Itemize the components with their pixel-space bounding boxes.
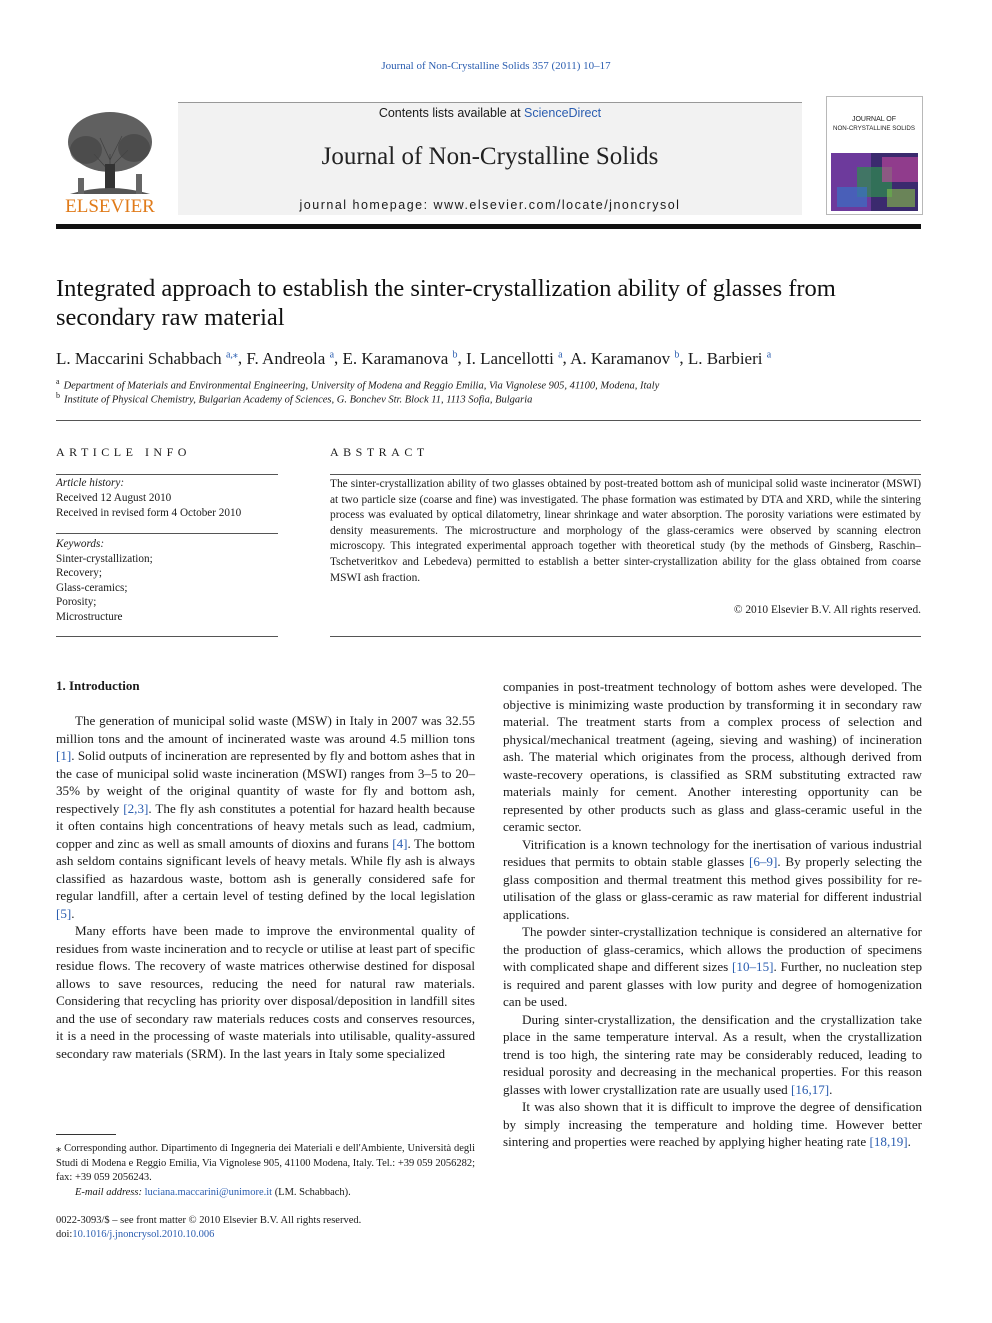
author-list: L. Maccarini Schabbach $^{a,⁎}$, F. Andreola $^a$, E. Karamanova $^b$, I. Lancellotti $^a$, A. Karamanov $^b$, L. Barbieri $^a$ [56,348,772,368]
article-history [56,476,278,521]
citation-link[interactable]: [16,17] [790,1081,830,1097]
text-run: The powder sinter-crystallization technique is considered an alternative for the production of glass-ceramics, which allows the production of specimens with complicated shape and different sizes [503,924,922,974]
author[interactable]: A. Karamanov $^b$ [570,348,680,368]
journal-cover-image [827,97,922,214]
keyword: Recovery; [56,567,102,580]
svg-text:JOURNAL OF: JOURNAL OF [851,116,897,123]
citation-link[interactable]: [10–15] [732,959,774,974]
author[interactable]: F. Andreola $^a$ [246,348,335,368]
elsevier-logo[interactable] [56,102,164,214]
paragraph [503,923,922,1011]
text-run: Vitrification is a known technology for the inertisation of various industrial residues that permits to obtain stable glasses [503,836,922,869]
elsevier-tree-icon [56,102,164,214]
divider [330,474,921,475]
citation-link[interactable]: [6–9] [748,854,778,869]
author[interactable]: I. Lancellotti $^a$ [466,348,563,368]
email-link[interactable]: luciana.maccarini@unimore.it [144,1186,273,1198]
text-run: . Solid outputs of incineration are represented by fly and bottom ashes that in the case of municipal solid waste incineration (MSWI) ranges from 3–5 to 20–35% by weight of the original quantity of waste for fly and bottom ash, respectively [56,748,475,816]
text-run: During sinter-crystallization, the densification and the crystallization take place in the same temperature interval. As a result, when the crystallization trend is too high, the sintering rate may be considerably reduced, leading to residual porosity and decreasing in the mechanical properties. For this reason glasses with lower crystallization rate are usually used [503,1011,922,1097]
citation-link[interactable]: [5] [56,905,72,921]
article-info-heading: ARTICLE INFO [56,445,191,459]
text-run: It was also shown that it is difficult to improve the degree of densification by simply increasing the temperature and holding time. However better sintering and properties were reached by applying higher heating rate [503,1099,922,1149]
keyword: Sinter-crystallization; [56,552,153,565]
keyword: Microstructure [56,610,123,623]
issn-line: 0022-3093/$ – see front matter © 2010 Elsevier B.V. All rights reserved. [56,1215,362,1226]
keyword: Porosity; [56,596,97,609]
abstract-text: The sinter-crystallization ability of two glasses obtained by post-treated bottom ash of municipal solid waste incinerator (MSWI) at two particle size (coarse and fine) was investigated. The phase formation was estimated by DTA and XRD, while the sintering process was evaluated by optical dilatometry, linear shrinkage and water absorption. The porosity variations were estimated by density measurements. The microstructure and morphology of the glass-ceramics were observed by scanning electron microscopy. This integrated experimental approach together with theoretical study (by the methods of Ginsberg, Raschin–Tschetveritkov and Lebedeva) permitted to establish a better sinter-crystallization ability for the glass obtained from coarse MSWI ash fraction. [330,478,921,584]
paragraph [503,1098,922,1151]
citation-link[interactable]: [1] [56,748,72,763]
revised-date: Received in revised form 4 October 2010 [56,507,242,519]
text-run: . [829,1081,833,1097]
text-run: Many efforts have been made to improve the environmental quality of residues from waste incineration and to recycle or utilise at least part of specific residue flows. The recovery of waste matrices otherwise destined for disposal allows to save resources, reducing the need for natural raw materials. Considering that recycling has priority over disposal/deposition in landfill sites and the use of secondary raw materials reduces costs and conserves resources, it is a need in the processing of waste materials into utilisable, quality-assured secondary raw materials (SRM). In the last years in Italy some specialized [56,923,475,1061]
divider [56,533,278,534]
keyword: Glass-ceramics; [56,581,128,594]
header-divider [56,224,921,229]
text-run: . The bottom ash seldom contains significant levels of heavy metals. While fly ash is always classified as hazardous waste, bottom ash is generally considered safe for regular landfill, after a certain level of testing defined by the local legislation [56,835,475,903]
citation-link[interactable]: [2,3] [123,800,149,816]
divider [330,636,921,637]
svg-text:NON-CRYSTALLINE SOLIDS: NON-CRYSTALLINE SOLIDS [833,125,915,132]
author[interactable]: L. Barbieri $^a$ [687,348,772,368]
text-run: . [71,905,75,921]
copyright: © 2010 Elsevier B.V. All rights reserved. [733,604,921,616]
text-run: . [907,1134,911,1149]
history-label: Article history: [56,477,125,489]
divider [56,420,921,421]
affiliation: $^a$ Department of Materials and Environmental Engineering, University of Modena and Reggio Emilia, Via Vignolese 905, 41100, Modena, Italy [56,377,660,392]
paragraph [56,712,475,922]
text-run: . By properly selecting the glass composition and thermal treatment this method gives possibility for re-utilisation of the glass or glass-ceramic as raw material for different industrial applications. [503,854,922,922]
elsevier-wordmark: ELSEVIER [65,196,155,214]
journal-homepage[interactable]: journal homepage: www.elsevier.com/locate/jnoncrysol [299,198,681,212]
text-run: companies in post-treatment technology of bottom ashes were developed. The objective is minimizing waste production by transforming it in secondary raw material. The treatment starts from a complex process of selection and physical/mechanical treatment (ageing, sieving and washing) of incineration ash. The material which originates from the process, although derived from waste-recovery operations, is classified as SRM substituting extracted raw materials mainly for cement. Another interesting opportunity can be represented by other products such as glass and glass-ceramic useful in the ceramic sector. [503,679,922,834]
article-title: Integrated approach to establish the sinter-crystallization ability of glasses from secondary raw material [56,275,836,331]
doi-link[interactable]: 10.1016/j.jnoncrysol.2010.10.006 [72,1229,215,1240]
text-run: . The fly ash constitutes a potential for hazard health because it often contains high concentrations of heavy metals such as lead, cadmium, copper and zinc as well as small amounts of dioxins and furans [56,800,475,851]
divider [56,636,278,637]
journal-name: Journal of Non-Crystalline Solids [321,143,659,170]
text-run: . Further, no nucleation step is required and parent glasses with low purity and degree of homogenization can be used. [503,959,922,1009]
citation-link[interactable]: [18,19] [869,1134,908,1149]
section-heading: 1. Introduction [56,678,140,693]
corresponding-author-footnote: ⁎ Corresponding author. Dipartimento di Ingegneria dei Materiali e dell'Ambiente, Università degli Studi di Modena e Reggio Emilia, Via Vignolese 905, 41100 Modena, Italy. Tel.: +39 059 2056282; fax: +39 059 2056243. E-mail address: luciana.maccarini@unimore.it (LM. Schabbach). [56,1143,475,1198]
journal-cover[interactable] [826,96,923,215]
journal-banner [178,102,802,215]
citation-link[interactable]: [4] [392,835,408,851]
journal-citation[interactable]: Journal of Non-Crystalline Solids 357 (2011) 10–17 [381,60,611,72]
front-matter: 0022-3093/$ – see front matter © 2010 Elsevier B.V. All rights reserved. doi:10.1016/j.jnoncrysol.2010.10.006 [56,1214,475,1242]
sciencedirect-link[interactable]: ScienceDirect [524,106,602,120]
paragraph [503,1011,922,1099]
body-column-right [503,678,922,1151]
keywords-label: Keywords: [56,538,105,550]
text-run: The generation of municipal solid waste (MSW) in Italy in 2007 was 32.55 million tons and the amount of incinerated waste was around 4.5 million tons [56,713,475,746]
author[interactable]: E. Karamanova $^b$ [342,348,458,368]
paragraph [56,922,475,1062]
author[interactable]: L. Maccarini Schabbach $^{a,⁎}$ [56,348,238,368]
contents-line: Contents lists available at ScienceDirect [378,106,602,120]
abstract-heading: ABSTRACT [330,445,429,459]
paragraph [503,678,922,836]
received-date: Received 12 August 2010 [56,492,172,504]
divider [56,474,278,475]
paragraph [503,836,922,924]
affiliation: $^b$ Institute of Physical Chemistry, Bulgarian Academy of Sciences, G. Bonchev Str. Block 11, 1113 Sofia, Bulgaria [56,391,533,406]
keywords [56,537,278,625]
body-column-left [56,712,475,1062]
footnote-divider [56,1134,116,1135]
